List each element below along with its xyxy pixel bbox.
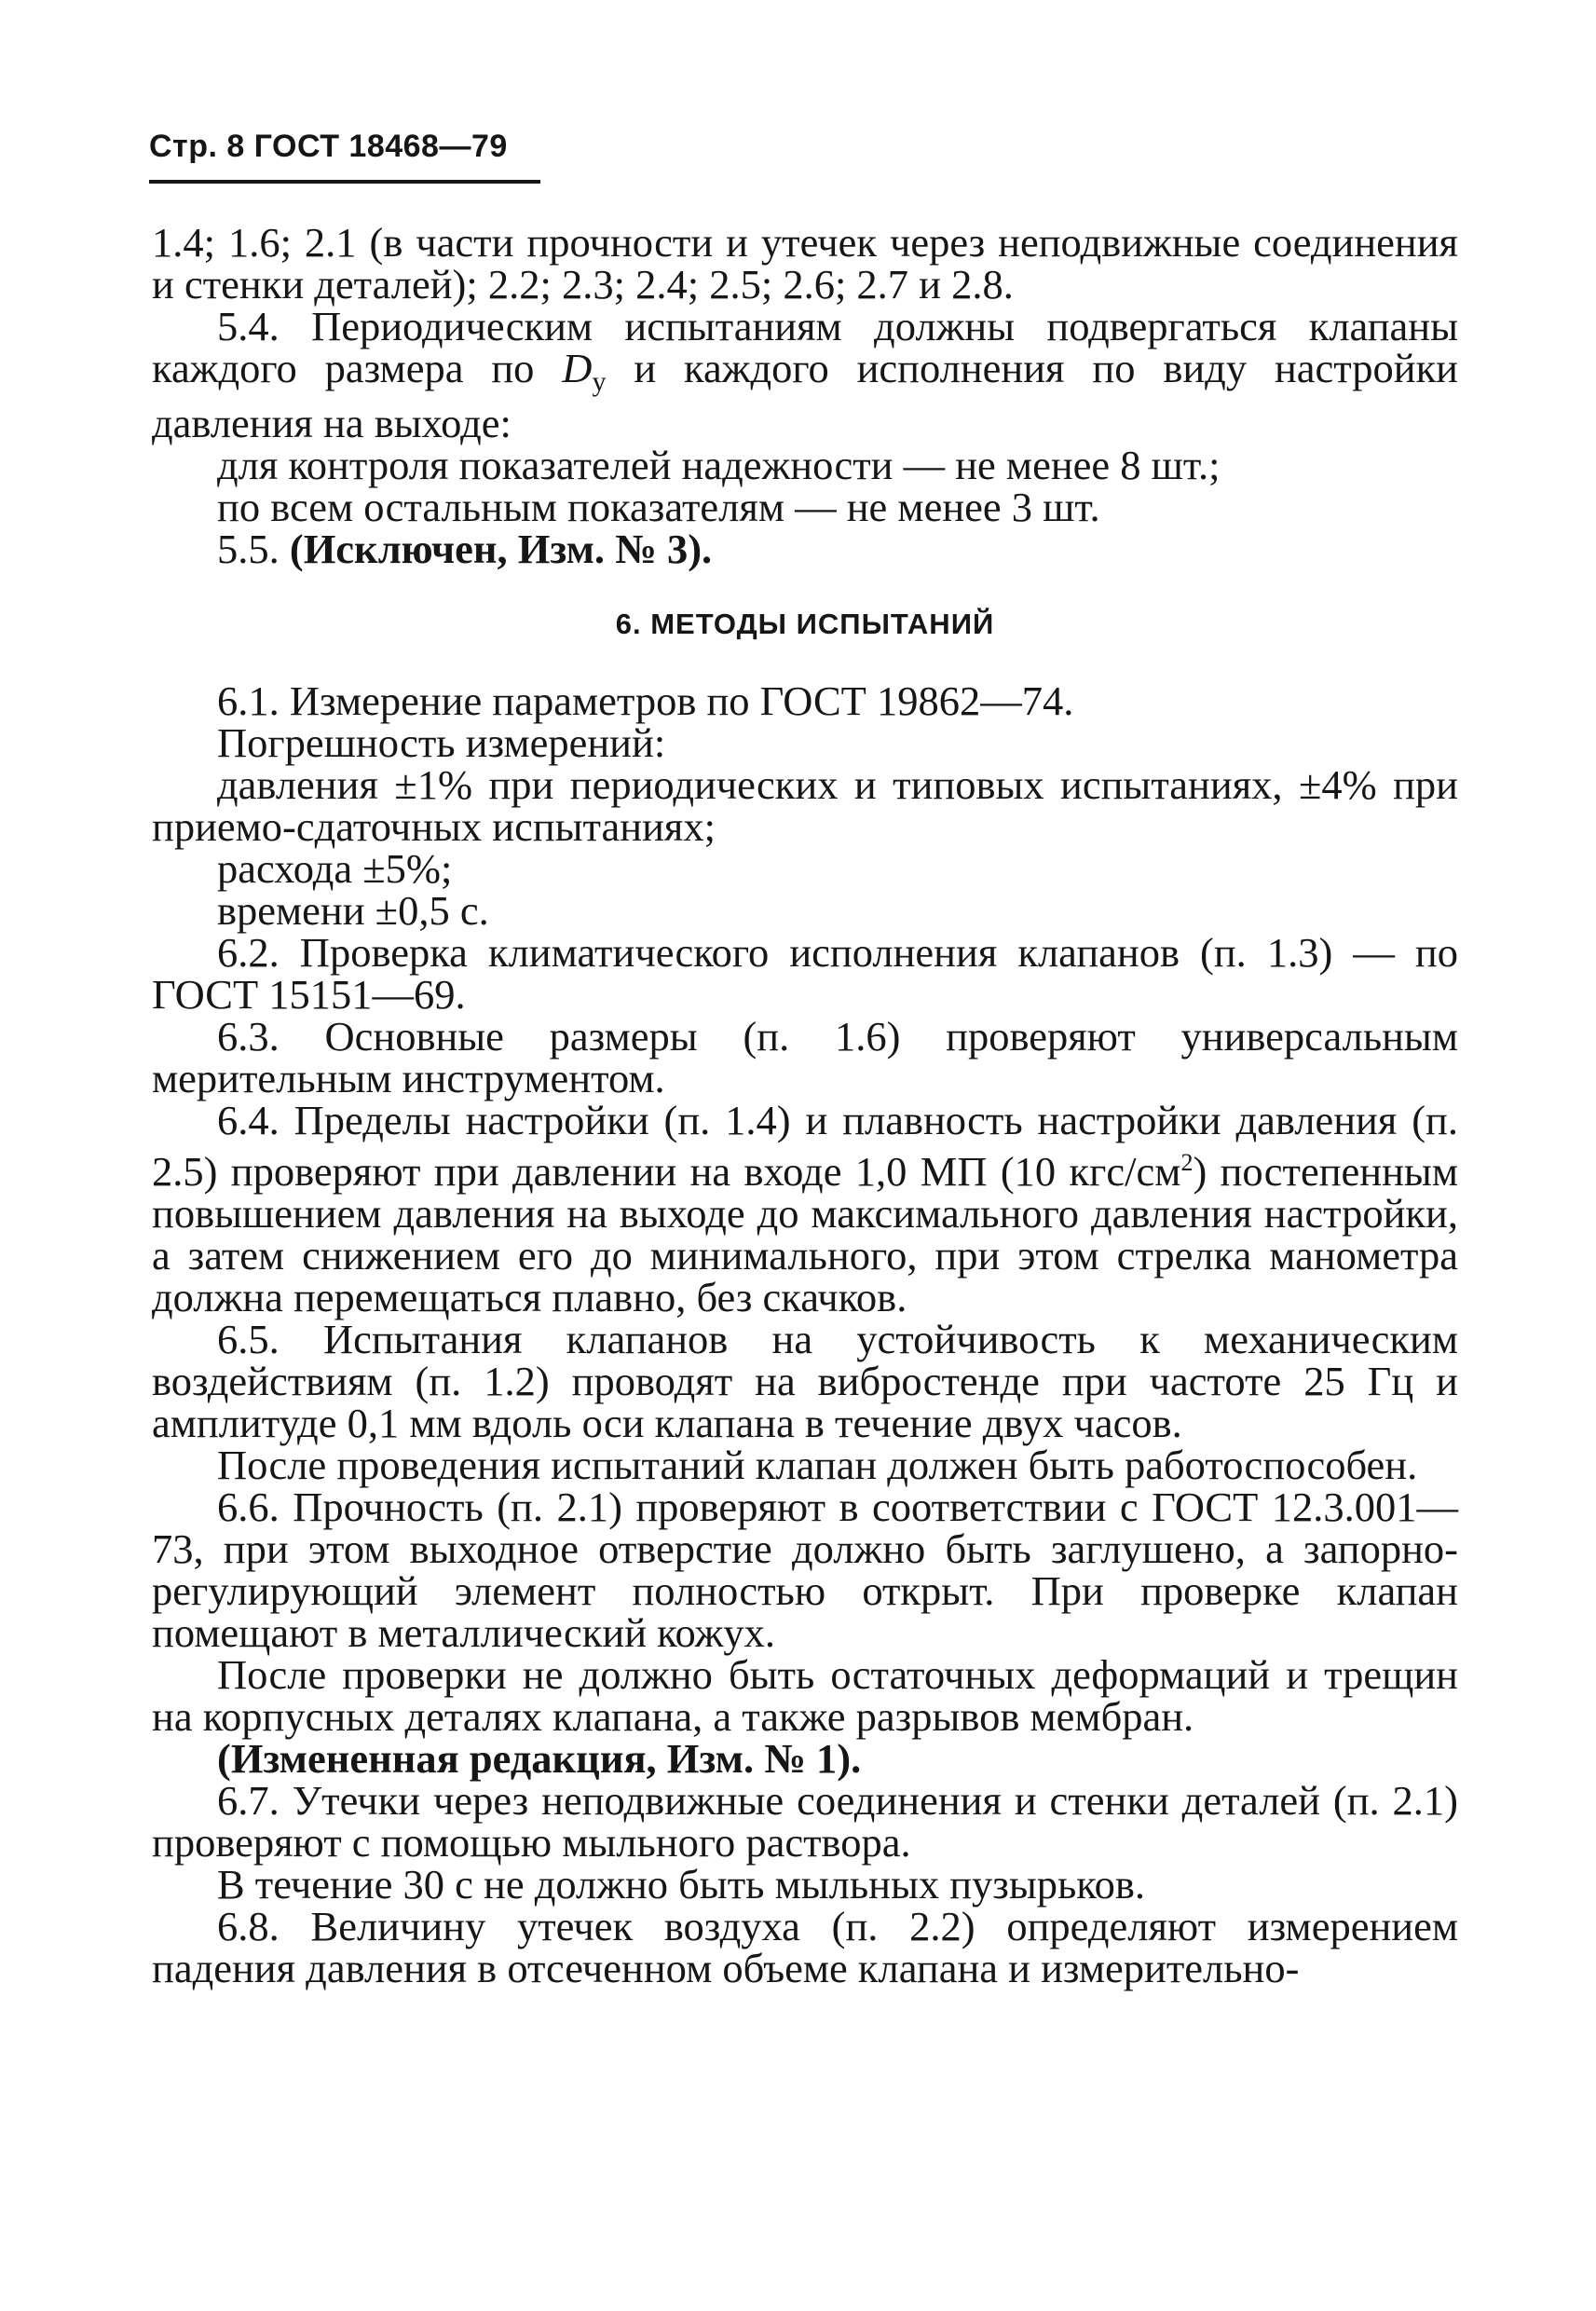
amendment-note: (Измененная редакция, Изм. № 1). <box>217 1735 862 1782</box>
nominal-diameter-symbol: D <box>562 345 593 391</box>
page-header: Стр. 8 ГОСТ 18468—79 <box>149 129 508 164</box>
superscript-2: 2 <box>1180 1149 1194 1176</box>
paragraph-6-7-after: В течение 30 с не должно быть мыльных пузырьков. <box>217 1861 1146 1908</box>
document-body <box>152 219 1459 1991</box>
paragraph-6-1-accuracy: Погрешность измерений: <box>217 719 666 766</box>
paragraph-6-4-text-a: 6.4. Пределы настройки (п. 1.4) и плавность настройки давления (п. 2.5) проверяют при давлении на входе 1,0 МП (10 кгс/см <box>152 1097 1458 1195</box>
paragraph-6-2: 6.2. Проверка климатического исполнения клапанов (п. 1.3) — по ГОСТ 15151—69. <box>152 929 1458 1018</box>
header-rule <box>149 180 540 184</box>
paragraph-6-5-after: После проведения испытаний клапан должен быть работоспособен. <box>217 1442 1418 1488</box>
paragraph-6-1-pressure: давления ±1% при периодических и типовых испытаниях, ±4% при приемо-сдаточных испытаниях; <box>152 761 1458 850</box>
paragraph-6-3: 6.3. Основные размеры (п. 1.6) проверяют универсальным мерительным инструментом. <box>152 1013 1458 1101</box>
paragraph-6-1-time: времени ±0,5 с. <box>217 887 489 934</box>
paragraph-5-4-text-a: 5.4. Периодическим испытаниям должны подвергаться клапаны каждого размера по <box>152 303 1458 391</box>
paragraph-6-4 <box>152 1097 1458 1320</box>
paragraph-5-5-note: (Исключен, Изм. № 3). <box>289 526 713 572</box>
paragraph-6-4-text-b: ) постепенным повышением давления на выходе до максимального давления настройки, а затем снижением его до минимального, при этом стрелка манометра должна перемещаться плавно, без скачков. <box>152 1148 1458 1320</box>
section-title: 6. МЕТОДЫ ИСПЫТАНИЙ <box>615 608 995 640</box>
paragraph-5-4-text-b: и каждого исполнения по виду настройки давления на выходе: <box>152 345 1459 446</box>
paragraph-6-8: 6.8. Величину утечек воздуха (п. 2.2) определяют измерением падения давления в отсеченном объеме клапана и измерительно- <box>152 1903 1458 1991</box>
paragraph-6-5: 6.5. Испытания клапанов на устойчивость к механическим воздействиям (п. 1.2) проводят на вибростенде при частоте 25 Гц и амплитуде 0,1 мм вдоль оси клапана в течение двух часов. <box>152 1316 1458 1446</box>
paragraph-5-5-number: 5.5. <box>217 526 290 572</box>
paragraph-5-4-other: по всем остальным показателям — не менее 3 шт. <box>217 484 1100 530</box>
paragraph-5-4-reliability: для контроля показателей надежности — не менее 8 шт.; <box>217 442 1221 488</box>
paragraph-6-6: 6.6. Прочность (п. 2.1) проверяют в соответствии с ГОСТ 12.3.001—73, при этом выходное отверстие должно быть заглушено, а запорно-регулирующий элемент полностью открыт. При проверке клапан помещают в металлический кожух. <box>152 1484 1458 1656</box>
paragraph-5-4 <box>152 303 1459 446</box>
paragraph-6-1: 6.1. Измерение параметров по ГОСТ 19862—74. <box>217 677 1074 724</box>
paragraph-6-6-after: После проверки не должно быть остаточных деформаций и трещин на корпусных деталях клапана, а также разрывов мембран. <box>152 1651 1458 1740</box>
paragraph-6-7: 6.7. Утечки через неподвижные соединения и стенки деталей (п. 2.1) проверяют с помощью мыльного раствора. <box>152 1777 1458 1866</box>
paragraph-5-5 <box>152 528 1458 570</box>
nominal-diameter-subscript: у <box>592 366 607 397</box>
paragraph-5-3-continuation: 1.4; 1.6; 2.1 (в части прочности и утечек через неподвижные соединения и стенки деталей); 2.2; 2.3; 2.4; 2.5; 2.6; 2.7 и 2.8. <box>152 219 1458 308</box>
paragraph-6-1-flow: расхода ±5%; <box>217 845 453 892</box>
